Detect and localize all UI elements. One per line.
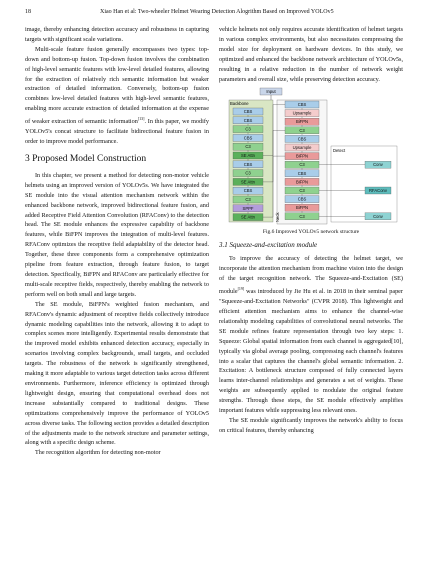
neck-block-label: CBS <box>297 171 307 177</box>
detect-label: Detect <box>333 148 346 154</box>
neck-block-label: Upsample <box>292 145 312 151</box>
neck-block-label: BiFPN <box>295 179 309 185</box>
backbone-block-label: CBS <box>243 109 253 115</box>
backbone-block-label: C3 <box>245 197 251 203</box>
backbone-label: Backbone <box>230 101 249 107</box>
left-column <box>25 25 209 458</box>
neck-block-label: C3 <box>299 128 305 134</box>
running-title: Xiao Han et al: Two-wheeler Helmet Wearing Detection Alogrithm Based on Improved YOLOv5 <box>100 9 334 15</box>
section-title: 3 Proposed Model Construction <box>25 153 147 164</box>
neck-block-label: CBS <box>297 197 307 203</box>
page-number: 18 <box>25 9 31 15</box>
citation: [13] <box>137 116 145 122</box>
paragraph: The SE module significantly improves the network's ability to focus on critical features, thereby enhancing <box>219 417 403 434</box>
backbone-block-label: SE Attn <box>241 215 255 221</box>
backbone-block-label: SE Attn <box>241 153 255 159</box>
backbone-block-label: C3 <box>245 127 251 133</box>
backbone-block-label: CBS <box>243 162 253 168</box>
paragraph: vehicle helmets not only requires accurate identification of helmet targets in various complex environments, but also necessitates compressing the model size for deployment on hardware devices. In this study, we optimized and enhanced the backbone network architecture of YOLOv5s, resulting in a relative reduction in the number of network weight parameters and overall size, while preserving detection accuracy. <box>219 26 403 83</box>
paragraph: In this chapter, we present a method for detecting non-motor vehicle helmets using an improved version of YOLOv5s. We have integrated the SE module into the visual attention mechanism network within the enhanced backbone network, improved bidirectional feature fusion, and added Receptive Field Attention Convolution (RFAConv) to the detection head. The SE module enhances the expressive capability of backbone features, while BiFPN improves the integration of multi-level features. RFAConv optimizes the receptive field adaptability of the detector head. Together, these three components form a comprehensive optimization pipeline from feature extraction, through feature fusion, to target detection. Specifically, BiFPN and RFAConv are particularly effective for multi-scale receptive fields, respectively, thereby enabling the network to perform well on both small and large targets. <box>25 171 209 298</box>
paragraph-text: . In this paper, we modify YOLOv5's concat structure to facilitate bidirectional feature fusion in order to improve model performance. <box>25 118 209 146</box>
backbone-block-label: CBS <box>243 188 253 194</box>
paragraph: The recognition algorithm for detecting non-motor <box>35 449 161 457</box>
backbone-block-label: SPPF <box>242 206 254 212</box>
backbone-block-label: SE Attn <box>241 179 255 185</box>
right-column <box>219 25 403 436</box>
detect-block-label: Conv <box>373 214 383 220</box>
neck-block-label: CBS <box>297 102 307 108</box>
backbone-block-label: CBS <box>243 118 253 124</box>
paragraph-text: Multi-scale feature fusion generally encompasses two types: top-down and bottom-up fusion. Top-down fusion involves the combination of high-level semantic features with low-level detailed features, allowing for the extraction of relatively rich semantic information but weaker extraction of detailed information. Conversely, bottom-up fusion combines low-level detailed features with high-level semantic features, enabling more accurate extraction of detailed information at the expense of weaker extraction of semantic information <box>25 45 209 126</box>
network-diagram <box>219 86 403 226</box>
neck-block-label: CBS <box>297 136 307 142</box>
neck-block-label: C3 <box>299 214 305 220</box>
paragraph <box>219 254 403 416</box>
backbone-block-label: C3 <box>245 144 251 150</box>
input-label: Input <box>266 89 276 95</box>
figure-caption: Fig.6 Improved YOLOv5 network structure <box>262 229 360 236</box>
detect-block-label: RFAConv <box>369 188 387 194</box>
neck-block-label: BiFPN <box>295 119 309 125</box>
subsection-title: 3.1 Squeeze-and-excitation module <box>219 241 318 250</box>
neck-block-label: BiFPN <box>295 205 309 211</box>
paragraph <box>25 45 209 147</box>
citation: [19] <box>237 286 245 292</box>
network-diagram-svg <box>219 86 403 226</box>
neck-block-label: Upsample <box>292 111 312 117</box>
paragraph-text: To improve the accuracy of detecting the helmet target, we incorporate the attention mechanism from machine vision into the design of the target recognition network. The Squeeze-and-Excitation (SE) module <box>219 255 403 296</box>
detect-container <box>331 146 397 222</box>
backbone-block-label: C3 <box>245 171 251 177</box>
paragraph: The SE module, BiFPN's weighted fusion mechanism, and RFAConv's dynamic adjustment of receptive fields collectively introduce dynamic modeling capabilities into the network, allowing it to adapt to complex scenes more intelligently. Experimental results demonstrate that the improved model exhibits enhanced detection accuracy, especially in scenarios involving complex backgrounds, small targets, and occluded targets. The robustness of the network is significantly strengthened, making it more adaptable to various target detection tasks across different environments. Furthermore, inference efficiency is optimized through lightweight design, ensuring that computational overhead does not increase substantially compared to traditional designs. These optimizations comprehensively improve the performance of YOLOv5 across diverse tasks. The following section provides a detailed description of the adjustments made to the network structure and parameter settings, along with a specific design scheme. <box>25 300 209 447</box>
neck-block-label: C3 <box>299 162 305 168</box>
paragraph: image, thereby enhancing detection accuracy and robustness in capturing targets with significant scale variations. <box>25 26 209 43</box>
neck-label: Neck <box>275 212 280 223</box>
detect-block-label: Conv <box>373 162 383 168</box>
backbone-block-label: CBS <box>243 135 253 141</box>
neck-block-label: BiFPN <box>295 154 309 160</box>
paragraph-text: was introduced by Jie Hu et al. in 2018 in their seminal paper "Squeeze-and-Excitation Networks" (CVPR 2018). This lightweight and efficient attention mechanism aims to enhance the channel-wise relationship modeling capabilities of convolutional neural networks. The SE module refines feature representation through two key steps: 1. Squeeze: Global spatial information from each channel is aggregated[10], typically via global average pooling, compressing each channel's features into a scalar that captures the channel's global semantic information. 2. Excitation: A bottleneck structure composed of fully connected layers learns inter-channel relationships and generates a set of weights. These weights are subsequently applied to modulate the original feature strengths. Through these steps, the SE module effectively amplifies important features while suppressing less relevant ones. <box>219 288 403 415</box>
neck-block-label: C3 <box>299 188 305 194</box>
